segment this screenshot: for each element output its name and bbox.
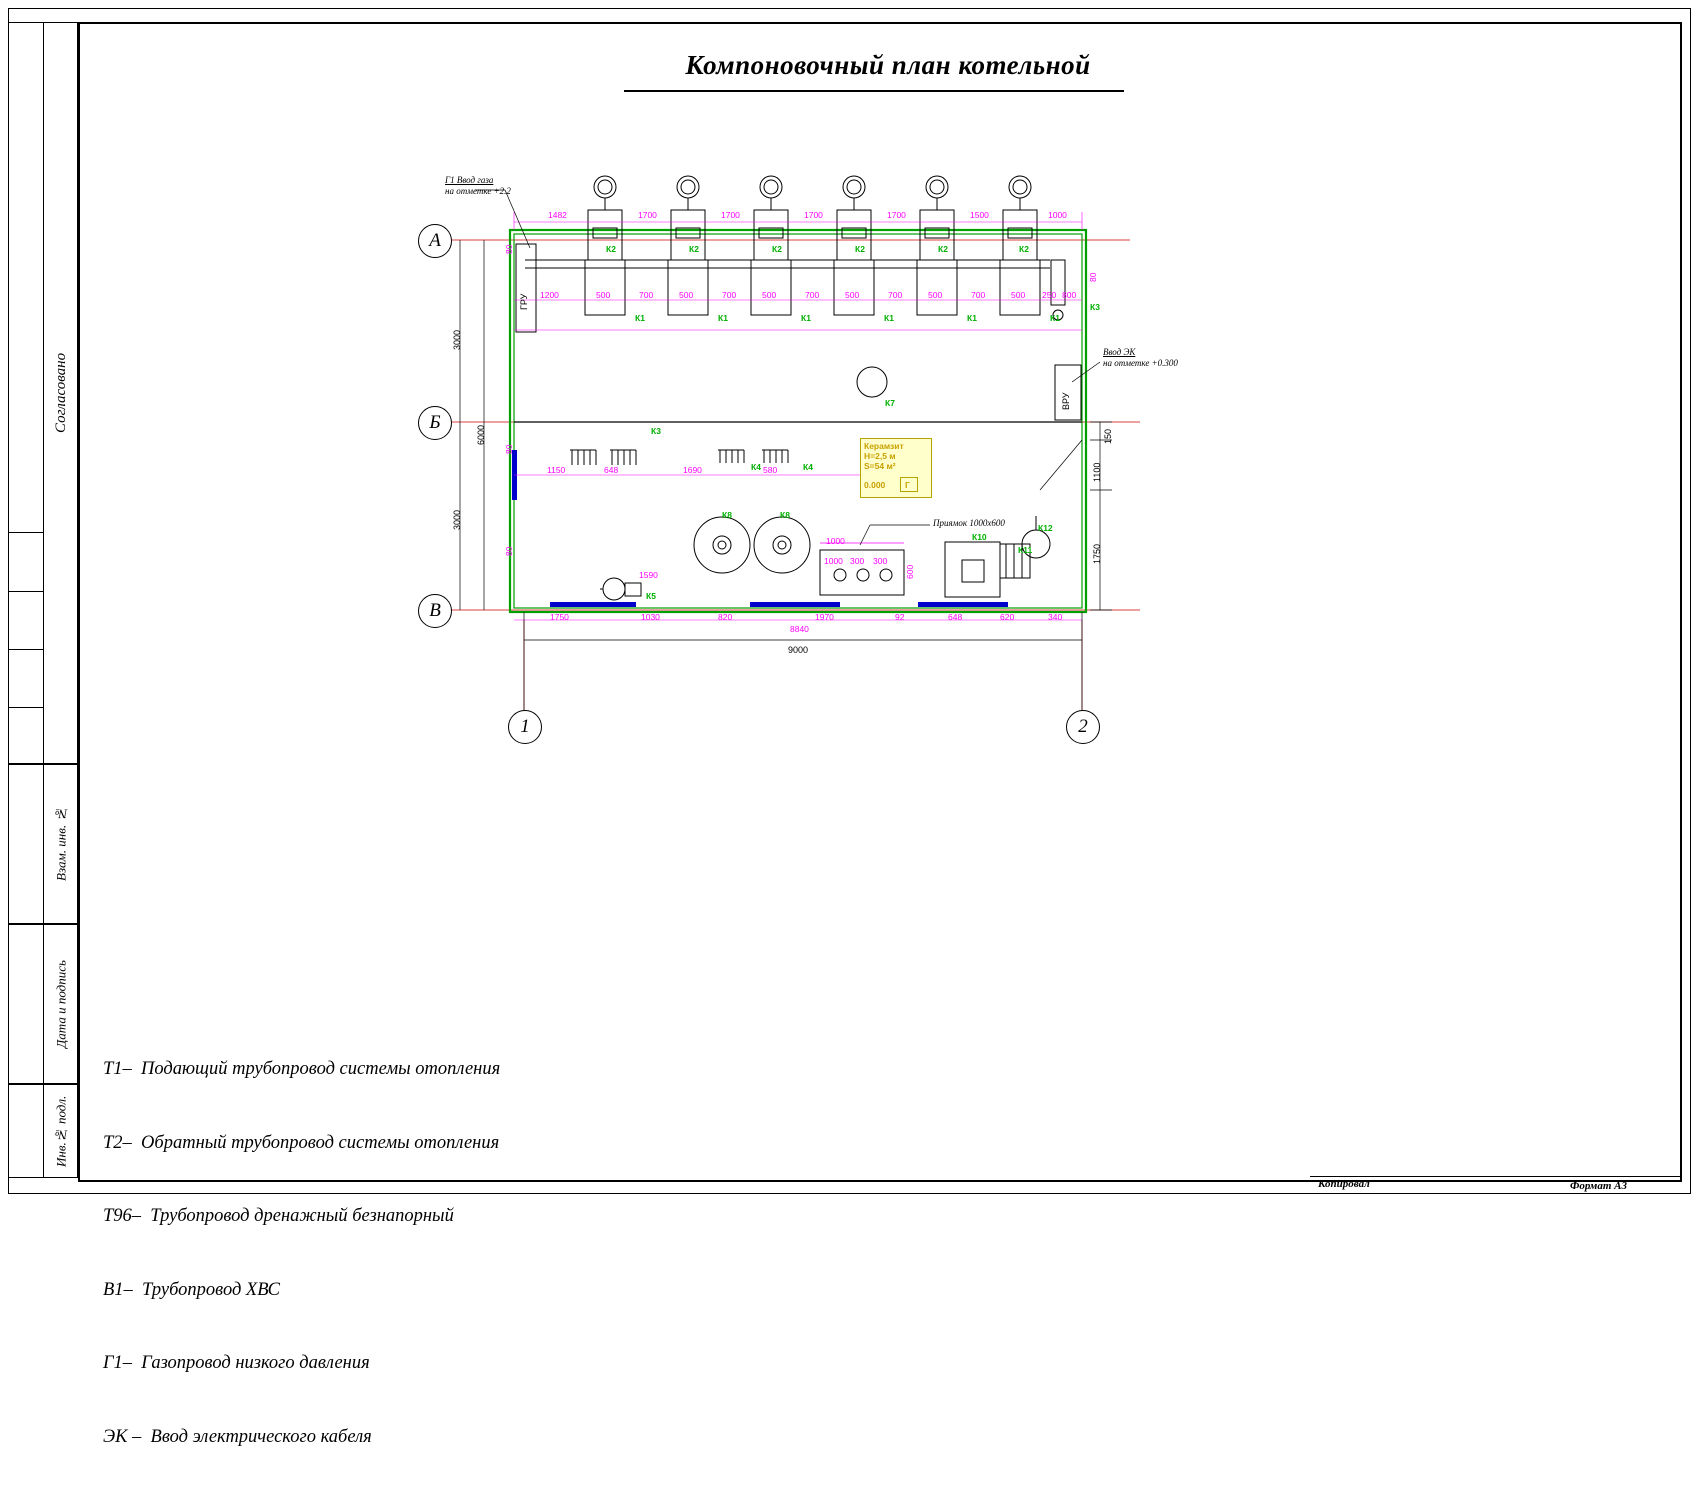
tag-k8-1: К8 [722, 510, 732, 520]
room-info-line2: Н=2,5 м [864, 451, 896, 461]
stamp-cell-inv [8, 1084, 78, 1178]
legend-line-t1: Т1– Подающий трубопровод системы отопления [103, 1059, 501, 1079]
tag-k1-2: К1 [718, 313, 728, 323]
note-cable-inlet-line2: на отметке +0.300 [1103, 358, 1178, 368]
dim-6000-total: 6000 [476, 424, 486, 445]
dim-3000-top: 3000 [452, 329, 462, 350]
tag-k5: К5 [646, 591, 656, 601]
dim-m-1000: 1000 [826, 536, 845, 546]
dim-r2-9: 700 [888, 290, 903, 300]
tag-k3-mid: К3 [651, 426, 661, 436]
stamp-grid [8, 532, 43, 764]
dim-b-5: 92 [895, 612, 905, 622]
dim-9000: 9000 [788, 645, 809, 655]
dim-b-1: 1750 [550, 612, 569, 622]
dim-150: 150 [1103, 428, 1113, 444]
stamp-label-data: Дата и подпись [53, 960, 69, 1048]
tag-k1-6: К1 [1050, 313, 1060, 323]
note-cable-inlet-line1: Ввод ЭК [1103, 347, 1136, 357]
tag-k2-5: К2 [938, 244, 948, 254]
dim-r2-10: 500 [928, 290, 943, 300]
legend-line-ek: ЭК – Ввод электрического кабеля [103, 1426, 372, 1447]
stamp-subdivider [9, 1085, 44, 1177]
dim-r2-4: 500 [679, 290, 694, 300]
title-underline [624, 90, 1124, 92]
label-vru: ВРУ [1061, 392, 1071, 410]
tag-k2-3: К2 [772, 244, 782, 254]
room-info-mark: Г [905, 480, 910, 490]
dim-b-6: 648 [948, 612, 963, 622]
tag-k7: К7 [885, 398, 895, 408]
tag-k1-5: К1 [967, 313, 977, 323]
stamp-label-soglasovano: Согласовано [53, 352, 69, 434]
axis-bubble-b: Б [418, 406, 452, 440]
dim-m-300a: 300 [850, 556, 865, 566]
dim-m-80b: 80 [504, 444, 514, 454]
dim-r2-8: 500 [845, 290, 860, 300]
dim-m-600: 600 [905, 564, 915, 579]
dim-m-1590: 1590 [639, 570, 658, 580]
dim-1100: 1100 [1092, 462, 1102, 482]
boiler-room-plan [400, 150, 1700, 850]
stamp-label-vzam: Взам. инв. № [53, 806, 69, 882]
dim-1750: 1750 [1092, 543, 1102, 564]
dim-top-2: 1700 [638, 210, 657, 220]
dim-r3-2: 648 [604, 465, 619, 475]
note-gas-inlet-line1: Г1 Ввод газа [445, 175, 494, 185]
dim-m-300b: 300 [873, 556, 888, 566]
note-gas-inlet [445, 175, 511, 197]
tag-k1-4: К1 [884, 313, 894, 323]
stamp-cell-vzam [8, 764, 78, 924]
tag-k4-2: К4 [803, 462, 813, 472]
axis-bubble-a: А [418, 224, 452, 258]
dim-r3-4: 580 [763, 465, 778, 475]
axis-bubble-1: 1 [508, 710, 542, 744]
dim-m-80d: 80 [1088, 272, 1098, 282]
dim-top-1: 1482 [548, 210, 567, 220]
stamp-label-inv: Инв.№ подл. [53, 1095, 69, 1167]
dim-r2-7: 700 [805, 290, 820, 300]
dim-r2-6: 500 [762, 290, 777, 300]
axis-bubble-2: 2 [1066, 710, 1100, 744]
dim-r2-11: 700 [971, 290, 986, 300]
stamp-subdivider [9, 765, 44, 923]
dim-r2-1: 1200 [540, 290, 559, 300]
dim-r2-12: 500 [1011, 290, 1026, 300]
dim-3000-bottom: 3000 [452, 509, 462, 530]
stamp-subdivider [9, 925, 44, 1083]
stamp-column [8, 22, 78, 1178]
tag-k1-1: К1 [635, 313, 645, 323]
dim-b-8: 340 [1048, 612, 1063, 622]
tag-k1-3: К1 [801, 313, 811, 323]
dim-m-80a: 80 [504, 244, 514, 254]
legend-line-t2: Т2– Обратный трубопровод системы отопления [103, 1132, 500, 1153]
dim-r2-2: 500 [596, 290, 611, 300]
tag-k12: К12 [1038, 523, 1053, 533]
legend-block [103, 1008, 500, 1498]
tag-k2-6: К2 [1019, 244, 1029, 254]
tag-k11: К11 [1018, 545, 1033, 555]
tag-k2-1: К2 [606, 244, 616, 254]
dim-top-3: 1700 [721, 210, 740, 220]
dim-top-6: 1500 [970, 210, 989, 220]
room-info-level: 0.000 [864, 480, 886, 490]
dim-b-4: 1970 [815, 612, 834, 622]
dim-top-7: 1000 [1048, 210, 1067, 220]
dim-top-5: 1700 [887, 210, 906, 220]
room-info-line3: S=54 м² [864, 461, 896, 471]
dim-b-2: 1030 [641, 612, 660, 622]
legend-line-t96: Т96– Трубопровод дренажный безнапорный [103, 1206, 454, 1226]
format-label: Формат А3 [1570, 1180, 1627, 1192]
dim-r2-14: 800 [1062, 290, 1077, 300]
stamp-cell-data [8, 924, 78, 1084]
dim-b-3: 820 [718, 612, 733, 622]
plan-vector [400, 150, 1700, 870]
dim-r3-1: 1150 [547, 465, 566, 475]
room-info-line1: Керамзит [864, 441, 904, 451]
tag-k8-2: К8 [780, 510, 790, 520]
tag-k2-2: К2 [689, 244, 699, 254]
label-gru: ГРУ [519, 293, 529, 310]
dim-r2-13: 250 [1042, 290, 1057, 300]
room-info-mark-frame [900, 477, 918, 492]
note-gas-inlet-line2: на отметке +2.2 [445, 186, 511, 196]
dim-r2-5: 700 [722, 290, 737, 300]
tag-k3-top: К3 [1090, 302, 1100, 312]
dim-b-7: 620 [1000, 612, 1015, 622]
note-cable-inlet [1103, 347, 1178, 369]
tag-k4-1: К4 [751, 462, 761, 472]
dim-m-1000b: 1000 [824, 556, 843, 566]
axis-bubble-v: В [418, 594, 452, 628]
page-title: Компоновочный план котельной [685, 50, 1091, 80]
bottom-rule [1310, 1176, 1680, 1177]
dim-8840: 8840 [790, 624, 809, 634]
dim-top-4: 1700 [804, 210, 823, 220]
dim-r3-3: 1690 [683, 465, 702, 475]
tag-k10: К10 [972, 532, 987, 542]
tag-k2-4: К2 [855, 244, 865, 254]
dim-m-80c: 80 [504, 546, 514, 556]
dim-r2-3: 700 [639, 290, 654, 300]
legend-line-v1: В1– Трубопровод ХВС [103, 1279, 281, 1300]
note-sump: Приямок 1000х600 [933, 518, 1005, 528]
legend-line-g1: Г1– Газопровод низкого давления [103, 1353, 370, 1373]
copied-label: Копировал [1318, 1178, 1370, 1190]
